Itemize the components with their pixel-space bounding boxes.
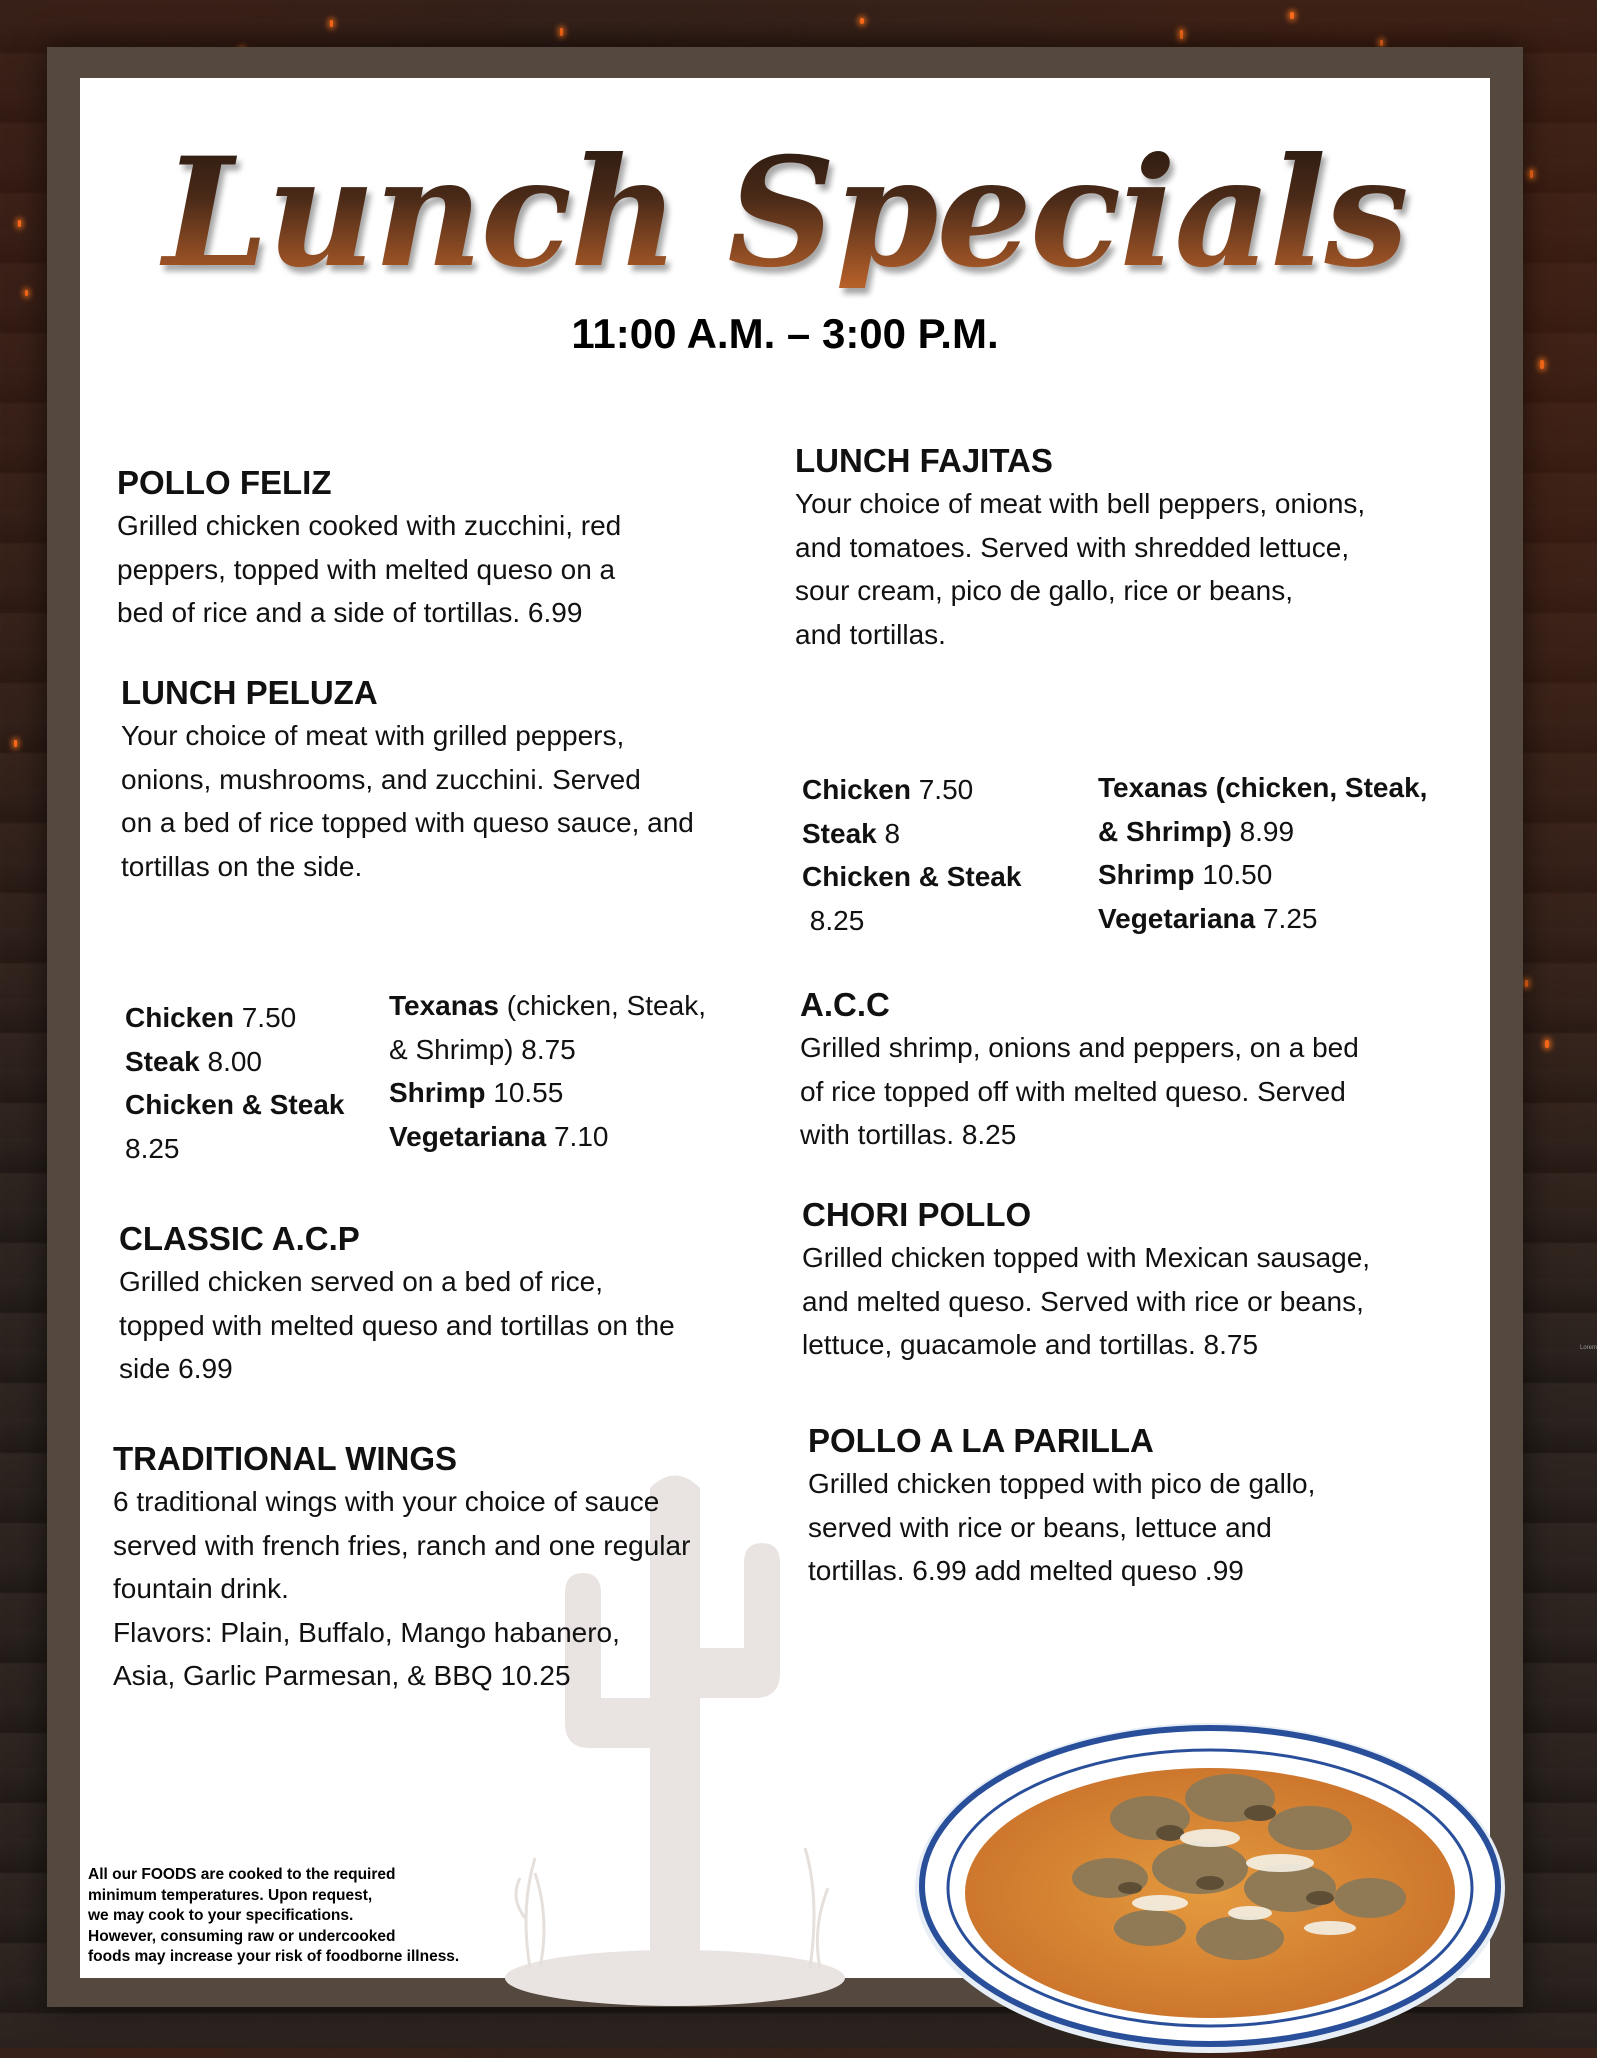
option-row: Steak 8.00 [125, 1045, 262, 1077]
food-safety-disclaimer [88, 1865, 508, 1968]
menu-item-pollo-parilla [808, 1420, 1468, 1593]
item-name: POLLO A LA PARILLA [808, 1422, 1154, 1459]
disclaimer-line: we may cook to your specifications. [88, 1907, 354, 1924]
item-name: CLASSIC A.C.P [119, 1220, 360, 1257]
desc-line: Grilled chicken topped with Mexican sausage, [802, 1242, 1371, 1273]
menu-item-lunch-peluza [121, 672, 801, 888]
desc-line: tortillas. 6.99 add melted queso .99 [808, 1555, 1244, 1586]
desc-line: onions, mushrooms, and zucchini. Served [121, 763, 641, 795]
option-row: & Shrimp) 8.75 [389, 1033, 576, 1065]
option-row: Chicken 7.50 [125, 1002, 297, 1033]
option-row: Shrimp 10.50 [1098, 859, 1273, 890]
menu-page [80, 78, 1597, 1978]
option-row: 8.25 [802, 904, 865, 936]
item-description [113, 1480, 803, 1698]
desc-line: 6 traditional wings with your choice of sauce [113, 1486, 660, 1517]
peluza-options-col2 [389, 984, 706, 1158]
item-description [121, 714, 801, 888]
item-description [808, 1462, 1468, 1593]
desc-line: served with french fries, ranch and one regular [113, 1529, 691, 1561]
desc-line: sour cream, pico de gallo, rice or beans, [795, 575, 1294, 606]
option-row: Texanas (chicken, Steak, [1098, 772, 1428, 803]
option-row: Chicken & Steak [125, 1089, 345, 1120]
menu-item-lunch-fajitas [795, 440, 1475, 656]
option-row: Texanas (chicken, Steak, [389, 990, 706, 1021]
disclaimer-line: All our FOODS are cooked to the required [88, 1866, 396, 1883]
ember-spark [14, 740, 17, 747]
menu-item-acc [800, 984, 1480, 1157]
desc-line: Asia, Garlic Parmesan, & BBQ 10.25 [113, 1660, 571, 1691]
desc-line: with tortillas. 8.25 [800, 1119, 1017, 1150]
food-plate-image [910, 1698, 1510, 2058]
option-row: Steak 8 [802, 817, 901, 849]
ember-spark [1290, 12, 1294, 19]
desc-line: Grilled shrimp, onions and peppers, on a bed [800, 1032, 1359, 1063]
desc-line: served with rice or beans, lettuce and [808, 1511, 1272, 1543]
menu-item-traditional-wings [113, 1438, 803, 1698]
desc-line: fountain drink. [113, 1573, 289, 1604]
placeholder-text: Lorem [1580, 1345, 1597, 1351]
option-row: Chicken & Steak [802, 861, 1022, 892]
desc-line: peppers, topped with melted queso on a [117, 553, 616, 585]
item-name: CHORI POLLO [802, 1196, 1032, 1233]
disclaimer-line: However, consuming raw or undercooked [88, 1927, 396, 1945]
option-row: & Shrimp) 8.99 [1098, 815, 1295, 847]
desc-line: side 6.99 [119, 1353, 233, 1384]
desc-line: on a bed of rice topped with queso sauce, and [121, 807, 694, 838]
menu-item-classic-acp [119, 1218, 799, 1391]
desc-line: Grilled chicken topped with pico de gallo, [808, 1468, 1316, 1499]
ember-spark [1180, 30, 1183, 39]
ember-spark [1380, 40, 1383, 46]
menu-item-chori-pollo [802, 1194, 1482, 1367]
option-row: Vegetariana 7.10 [389, 1120, 609, 1152]
option-row: Shrimp 10.55 [389, 1077, 564, 1108]
fajitas-options-col2 [1098, 766, 1427, 940]
desc-line: tortillas on the side. [121, 850, 363, 882]
item-description [117, 504, 757, 635]
desc-line: Grilled chicken cooked with zucchini, red [117, 510, 622, 541]
desc-line: Your choice of meat with bell peppers, onions, [795, 488, 1366, 519]
peluza-options-col1 [125, 996, 344, 1170]
disclaimer-line: minimum temperatures. Upon request, [88, 1886, 373, 1904]
item-name: TRADITIONAL WINGS [113, 1440, 458, 1477]
option-row: Chicken 7.50 [802, 774, 974, 805]
lunch-hours: 11:00 A.M. – 3:00 P.M. [571, 310, 999, 357]
desc-line: of rice topped off with melted queso. Served [800, 1075, 1346, 1107]
desc-line: topped with melted queso and tortillas on the [119, 1309, 675, 1341]
item-name: POLLO FELIZ [117, 464, 332, 501]
item-description [795, 482, 1475, 656]
fajitas-options-col1 [802, 768, 1021, 942]
item-name: LUNCH FAJITAS [795, 442, 1053, 479]
item-name: LUNCH PELUZA [121, 674, 378, 711]
ember-spark [1540, 360, 1544, 369]
desc-line: Your choice of meat with grilled peppers, [121, 720, 625, 751]
option-row: 8.25 [125, 1132, 180, 1164]
ember-spark [560, 28, 563, 36]
desc-line: and tomatoes. Served with shredded lettuce, [795, 531, 1350, 563]
item-name: A.C.C [800, 986, 890, 1023]
desc-line: Flavors: Plain, Buffalo, Mango habanero, [113, 1616, 620, 1648]
desc-line: and tortillas. [795, 618, 946, 650]
ember-spark [1545, 1040, 1549, 1048]
ember-spark [330, 20, 333, 27]
ember-spark [18, 220, 21, 227]
desc-line: lettuce, guacamole and tortillas. 8.75 [802, 1329, 1259, 1360]
menu-item-pollo-feliz [117, 462, 757, 635]
ember-spark [860, 18, 864, 24]
desc-line: and melted queso. Served with rice or beans, [802, 1285, 1364, 1317]
item-description [802, 1236, 1482, 1367]
disclaimer-line: foods may increase your risk of foodborne illness. [88, 1948, 460, 1965]
item-description [119, 1260, 799, 1391]
ember-spark [1525, 980, 1528, 987]
ember-spark [1530, 170, 1533, 178]
desc-line: Grilled chicken served on a bed of rice, [119, 1266, 604, 1297]
ember-spark [25, 290, 28, 296]
item-description [800, 1026, 1480, 1157]
desc-line: bed of rice and a side of tortillas. 6.99 [117, 597, 583, 628]
page-title: Lunch Specials [80, 138, 1490, 288]
option-row: Vegetariana 7.25 [1098, 902, 1318, 934]
